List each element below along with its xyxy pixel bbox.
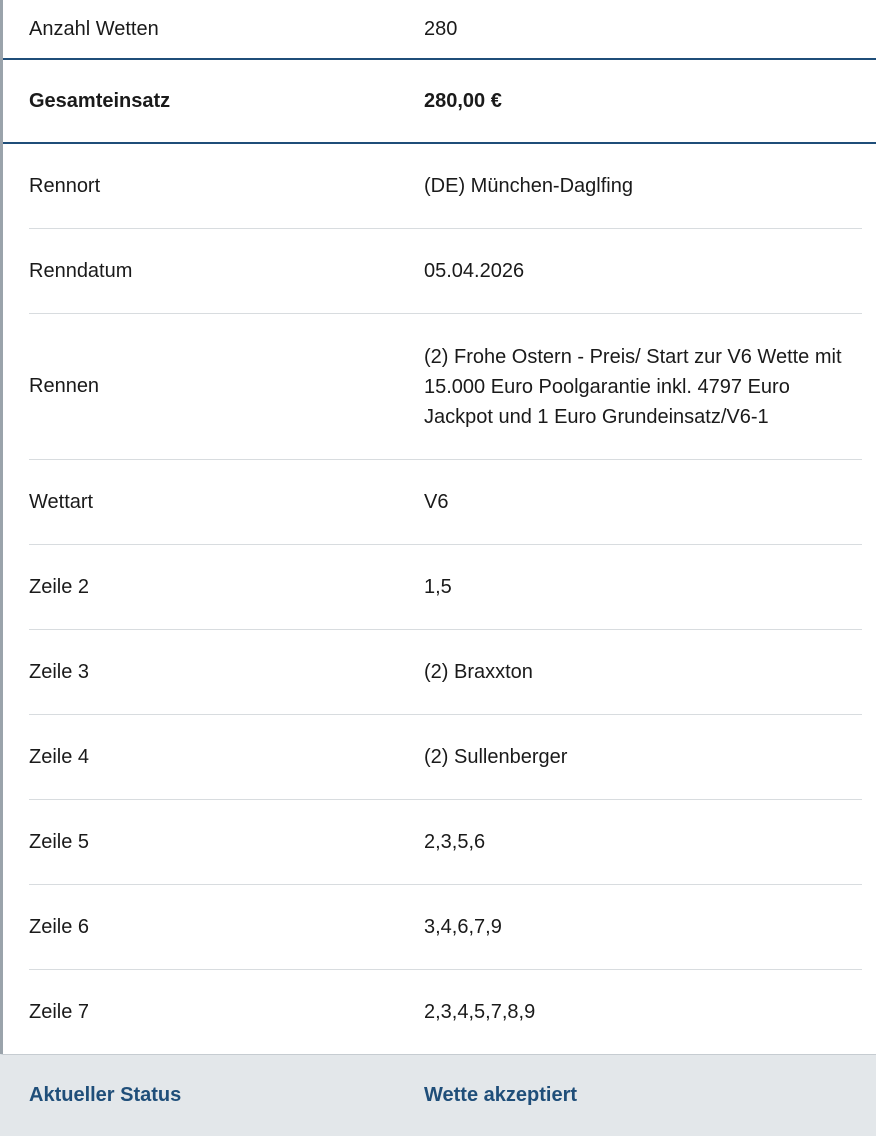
row-value: V6 (424, 490, 449, 513)
table-row (3, 630, 876, 714)
table-row (3, 970, 876, 1054)
table-row (3, 715, 876, 799)
row-label: Rennort (29, 174, 101, 197)
row-value: (DE) München-Daglfing (424, 174, 633, 197)
status-row (0, 1054, 876, 1136)
row-label: Rennen (29, 375, 100, 397)
table-row (3, 144, 876, 228)
row-value: 2,3,4,5,7,8,9 (424, 1000, 536, 1023)
status-label: Aktueller Status (29, 1084, 182, 1106)
row-value: 280 (424, 17, 458, 40)
row-value: 3,4,6,7,9 (424, 915, 502, 938)
row-label: Wettart (29, 490, 94, 513)
table-row (3, 885, 876, 969)
row-label: Zeile 6 (29, 915, 90, 938)
row-value: 1,5 (424, 575, 452, 598)
table-row (3, 545, 876, 629)
row-value: (2) Braxxton (424, 660, 533, 683)
row-value: 05.04.2026 (424, 259, 525, 282)
row-label: Zeile 7 (29, 1000, 90, 1023)
row-label: Gesamteinsatz (29, 89, 171, 112)
table-row (3, 314, 876, 459)
table-row-total (3, 58, 876, 144)
row-label: Anzahl Wetten (29, 17, 159, 40)
row-label: Renndatum (29, 259, 133, 282)
table-row (3, 0, 876, 58)
table-row (3, 800, 876, 884)
row-value: (2) Frohe Ostern - Preis/ Start zur V6 Wette mit 15.000 Euro Poolgarantie inkl. 4797 Euro Jackpot und 1 Euro Grundeinsatz/V6-1 (424, 345, 842, 428)
row-value: 2,3,5,6 (424, 830, 486, 853)
row-value: (2) Sullenberger (424, 745, 568, 768)
row-label: Zeile 2 (29, 575, 90, 598)
row-label: Zeile 3 (29, 660, 90, 683)
row-label: Zeile 5 (29, 830, 90, 853)
table-row (3, 460, 876, 544)
row-value: 280,00 € (424, 89, 502, 112)
status-badge: Wette akzeptiert (424, 1084, 578, 1106)
table-row (3, 229, 876, 313)
row-label: Zeile 4 (29, 745, 90, 768)
